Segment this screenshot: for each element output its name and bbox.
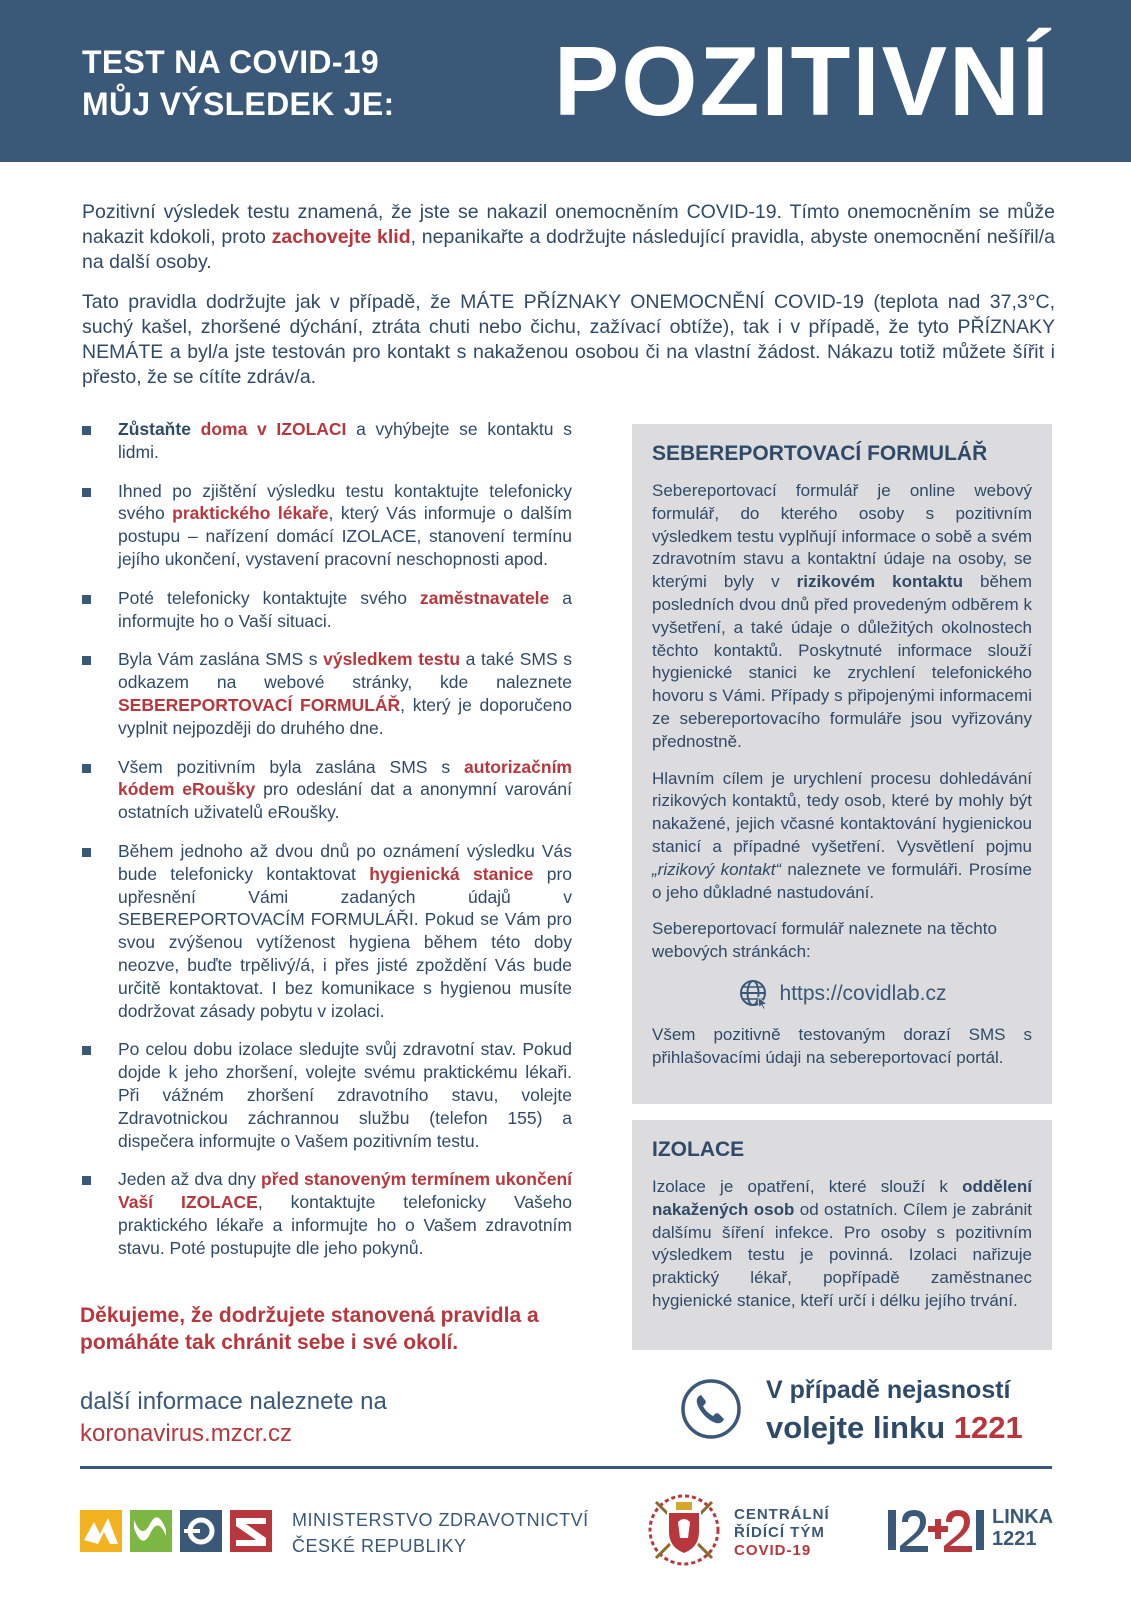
list-item-text: Byla Vám zaslána SMS s výsledkem testu a také SMS s odkazem na webové stránky, kde naleznete SEBEREPORTOVACÍ FORMULÁŘ, který je doporučeno vyplnit nejpozději do druhého dne. xyxy=(118,649,572,738)
intro-paragraph-2: Tato pravidla dodržujte jak v případě, že MÁTE PŘÍZNAKY ONEMOCNĚNÍ COVID-19 (teplota nad 37,3°C, suchý kašel, zhoršené dýchání, ztráta chuti nebo čichu, zažívací obtíže), tak i v případě, že tyto PŘÍZNAKY NEMÁTE a byl/a jste testován pro kontakt s nakaženou osobou či na vlastní žádost. Nákazu totiž můžete šířit i přesto, že se cítíte zdráv/a. xyxy=(82,291,1055,388)
central-team-crest-icon xyxy=(646,1492,722,1568)
ministry-logo-icon xyxy=(80,1510,272,1554)
globe-icon xyxy=(738,978,770,1010)
header-line-2: MŮJ VÝSLEDEK JE: xyxy=(82,86,395,122)
linka-1221-logo-icon xyxy=(888,1506,984,1554)
linka-label-line-2: 1221 xyxy=(992,1528,1037,1550)
list-item xyxy=(82,756,572,824)
isolation-paragraph: Izolace je opatření, které slouží k oddělení nakažených osob od ostatních. Cílem je zabránit dalšímu šíření infekce. Pro osoby s pozitivním výsledkem testu je povinná. Izolaci nařizuje praktický lékař, popřípadě zaměstnanec hygienické stanice, kteří určí i délku jejího trvání. xyxy=(652,1177,1032,1310)
central-team-line-3: COVID-19 xyxy=(734,1542,812,1559)
list-item-text: Během jednoho až dvou dnů po oznámení výsledku Vás bude telefonicky kontaktovat hygienická stanice pro upřesnění Vámi zadaných údajů v SEBEREPORTOVACÍM FORMULÁŘI. Pokud se Vám pro svou zvýšenou vytíženost hygiena během této doby neozve, buďte trpělivý/á, i přes jisté zpoždění Vás bude určitě kontaktovat. I bez komunikace s hygienou musíte dodržovat zásady pobytu v izolaci. xyxy=(118,840,572,1021)
list-item xyxy=(82,418,572,464)
list-item xyxy=(82,840,572,1022)
ministry-name xyxy=(292,1507,589,1559)
isolation-title: IZOLACE xyxy=(652,1138,745,1161)
list-item-text: Ihned po zjištění výsledku testu kontaktujte telefonicky svého praktického lékaře, který Vás informuje o dalším postupu – nařízení domácí IZOLACE, stanovení termínu jejího ukončení, vystavení pracovní neschopnosti apod. xyxy=(118,480,573,569)
list-item xyxy=(82,648,572,739)
list-item xyxy=(82,1038,572,1152)
bullet-square-icon xyxy=(82,764,91,773)
central-team-line-2: ŘÍDÍCÍ TÝM xyxy=(734,1524,825,1541)
header-banner xyxy=(0,0,1131,162)
phone-number[interactable]: 1221 xyxy=(953,1410,1023,1445)
central-team-line-1: CENTRÁLNÍ xyxy=(734,1506,830,1523)
list-item xyxy=(82,587,572,633)
list-item-text: Poté telefonicky kontaktujte svého zaměstnavatele a informujte ho o Vaší situaci. xyxy=(118,587,572,631)
ministry-name-line-2: ČESKÉ REPUBLIKY xyxy=(292,1536,467,1556)
thanks-message: Děkujeme, že dodržujete stanovená pravidla a pomáháte tak chránit sebe i své okolí. xyxy=(80,1304,539,1354)
bullet-square-icon xyxy=(82,656,91,665)
isolation-box xyxy=(632,1120,1052,1350)
self-report-form-title: SEBEREPORTOVACÍ FORMULÁŘ xyxy=(652,442,988,465)
bullet-square-icon xyxy=(82,848,91,857)
list-item xyxy=(82,1168,572,1259)
covidlab-link-row[interactable] xyxy=(652,978,1032,1010)
self-report-form-box xyxy=(632,424,1052,1104)
bullet-square-icon xyxy=(82,488,91,497)
more-info xyxy=(80,1386,387,1450)
list-item-text: Po celou dobu izolace sledujte svůj zdravotní stav. Pokud dojde k jeho zhoršení, volejte svému praktickému lékaři. Při vážném zhoršení zdravotního stavu, volejte Zdravotnickou záchrannou službu (telefon 155) a dispečera informujte o Vašem pozitivním testu. xyxy=(118,1039,572,1151)
phone-icon xyxy=(680,1378,742,1440)
central-team-name xyxy=(734,1506,830,1560)
bullet-square-icon xyxy=(82,595,91,604)
self-report-paragraph-2: Hlavním cílem je urychlení procesu dohledávání rizikových kontaktů, tedy osob, které by mohly být nakažené, jejich včasné kontaktování hygienickou stanicí a případné vyšetření. Vysvětlení pojmu „rizikový kontakt“ naleznete ve formuláři. Prosíme o jeho důkladné nastudování. xyxy=(652,768,1032,902)
linka-label-line-1: LINKA xyxy=(992,1506,1054,1528)
result-title: POZITIVNÍ xyxy=(553,26,1051,136)
linka-label xyxy=(992,1506,1053,1550)
more-info-label: další informace naleznete na xyxy=(80,1388,387,1415)
bullet-square-icon xyxy=(82,1046,91,1055)
footer-divider xyxy=(80,1466,1052,1469)
instruction-list xyxy=(82,418,572,1276)
list-item-text: Jeden až dva dny před stanoveným termínem ukončení Vaší IZOLACE, kontaktujte telefonicky Vašeho praktického lékaře a informujte ho o Vašem zdravotním stavu. Poté postupujte dle jeho pokynů. xyxy=(118,1169,573,1258)
list-item-text: Zůstaňte doma v IZOLACI a vyhýbejte se kontaktu s lidmi. xyxy=(118,419,572,462)
phone-prompt: V případě nejasností xyxy=(766,1376,1011,1404)
self-report-paragraph-3: Sebereportovací formulář naleznete na těchto webových stránkách: xyxy=(652,919,997,962)
self-report-paragraph-1: Sebereportovací formulář je online webový formulář, do kterého osoby s pozitivním výsledkem testu vyplňují informace o sobě a svém zdravotním stavu a kontaktní údaje na osoby, se kterými byly v rizikovém kontaktu během posledních dvou dnů před provedeným odběrem k vyšetření, a také údaje o důležitých okolnostech těchto kontaktů. Poskytnuté informace slouží hygienické stanici ke zrychlení telefonického hovoru s Vámi. Případy s připojenými informacemi ze sebereportovacího formuláře jsou vyřizovány přednostně. xyxy=(652,481,1032,751)
self-report-paragraph-4: Všem pozitivně testovaným dorazí SMS s přihlašovacími údaji na sebereportovací portál. xyxy=(652,1024,1032,1067)
list-item-text: Všem pozitivním byla zaslána SMS s autorizačním kódem eRoušky pro odeslání dat a anonymní varování ostatních uživatelů eRoušky. xyxy=(118,756,572,823)
phone-call-line xyxy=(766,1410,1023,1446)
intro-paragraph-1: Pozitivní výsledek testu znamená, že jste se nakazil onemocněním COVID-19. Tímto onemocněním se může nakazit kdokoli, proto zachovejte klid, nepanikařte a dodržujte následující pravidla, abyste onemocnění nešířil/a na další osoby. xyxy=(82,201,1055,273)
bullet-square-icon xyxy=(82,1176,91,1185)
bullet-square-icon xyxy=(82,426,91,435)
more-info-link[interactable]: koronavirus.mzcr.cz xyxy=(80,1420,293,1447)
ministry-name-line-1: MINISTERSTVO ZDRAVOTNICTVÍ xyxy=(292,1510,589,1530)
list-item xyxy=(82,480,572,571)
header-line-1: TEST NA COVID-19 xyxy=(82,44,379,80)
covidlab-link[interactable]: https://covidlab.cz xyxy=(779,981,947,1005)
phone-call-label: volejte linku xyxy=(766,1410,954,1445)
